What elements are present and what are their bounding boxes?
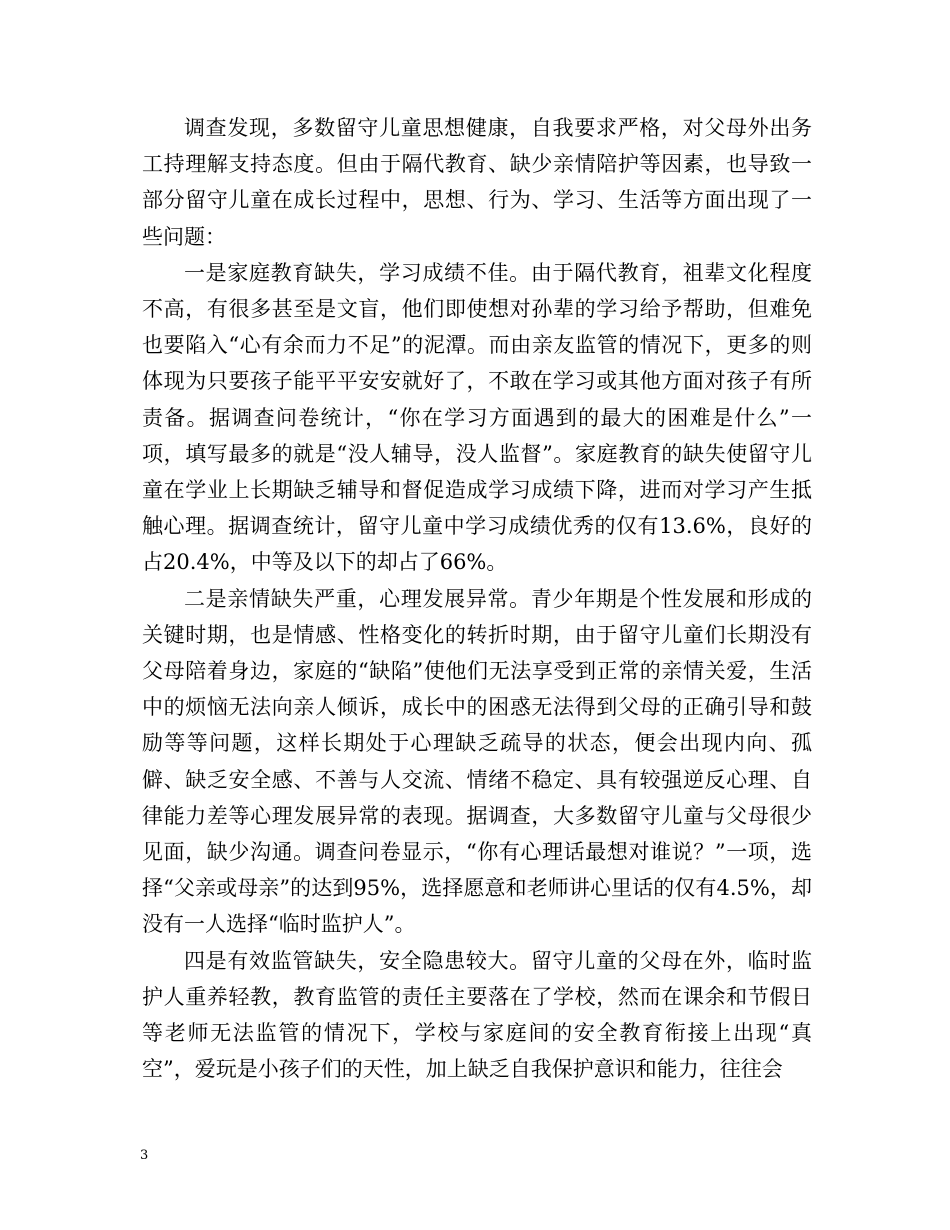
page-number: 3 [140, 1148, 149, 1163]
document-body [142, 110, 812, 1087]
paragraph-supervision-safety: 四是有效监管缺失，安全隐患较大。留守儿童的父母在外，临时监护人重养轻教，教育监管的责任主要落在了学校，然而在课余和节假日等老师无法监管的情况下，学校与家庭间的安全教育衔接上出现“真空”，爱玩是小孩子们的天性，加上缺乏自我保护意识和能力，往往会 [142, 948, 812, 1082]
paragraph-survey-findings: 调查发现，多数留守儿童思想健康，自我要求严格，对父母外出务工持理解支持态度。但由于隔代教育、缺少亲情陪护等因素，也导致一部分留守儿童在成长过程中，思想、行为、学习、生活等方面出现了一些问题： [142, 116, 812, 249]
paragraph-family-education: 一是家庭教育缺失，学习成绩不佳。由于隔代教育，祖辈文化程度不高，有很多甚至是文盲，他们即使想对孙辈的学习给予帮助，但难免也要陷入“心有余而力不足”的泥潭。而由亲友监管的情况下，更多的则体现为只要孩子能平平安安就好了，不敢在学习或其他方面对孩子有所责备。据调查问卷统计，“你在学习方面遇到的最大的困难是什么”一项，填写最多的就是“没人辅导，没人监督”。家庭教育的缺失使留守儿童在学业上长期缺乏辅导和督促造成学习成绩下降，进而对学习产生抵触心理。据调查统计，留守儿童中学习成绩优秀的仅有13.6%，良好的占20.4%，中等及以下的却占了66%。 [142, 260, 812, 575]
paragraph-emotional-absence: 二是亲情缺失严重，心理发展异常。青少年期是个性发展和形成的关键时期，也是情感、性格变化的转折时期，由于留守儿童们长期没有父母陪着身边，家庭的“缺陷”使他们无法享受到正常的亲情关爱，生活中的烦恼无法向亲人倾诉，成长中的困惑无法得到父母的正确引导和鼓励等等问题，这样长期处于心理缺乏疏导的状态，便会出现内向、孤僻、缺乏安全感、不善与人交流、情绪不稳定、具有较强逆反心理、自律能力差等心理发展异常的表现。据调查，大多数留守儿童与父母很少见面，缺少沟通。调查问卷显示，“你有心理话最想对谁说？”一项，选择“父亲或母亲”的达到95%，选择愿意和老师讲心里话的仅有4.5%，却没有一人选择“临时监护人”。 [142, 586, 812, 937]
